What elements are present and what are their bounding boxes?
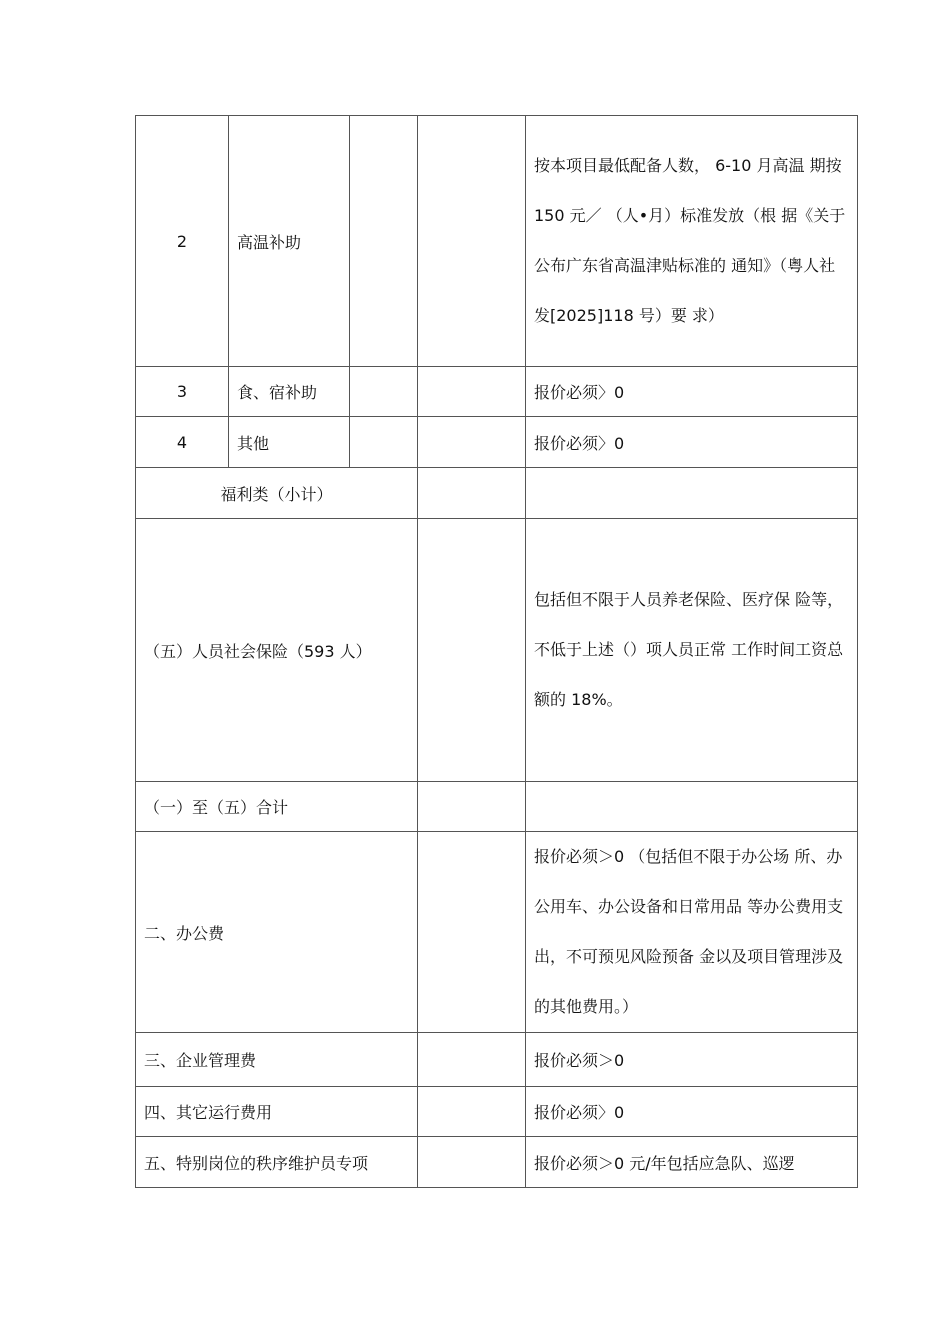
row-number: 3 (136, 367, 229, 417)
empty-cell (418, 1033, 526, 1087)
row-label: （五）人员社会保险（593 人） (136, 519, 418, 782)
empty-cell (418, 116, 526, 367)
row-label: 二、办公费 (136, 832, 418, 1033)
row-label: 五、特别岗位的秩序维护员专项 (136, 1137, 418, 1188)
table-row (136, 468, 858, 519)
empty-cell (418, 832, 526, 1033)
row-label: 四、其它运行费用 (136, 1087, 418, 1137)
row-label: 三、企业管理费 (136, 1033, 418, 1087)
table-row (136, 1033, 858, 1087)
row-label: （一）至（五）合计 (136, 782, 418, 832)
row-note: 报价必须〉0 (526, 1087, 858, 1137)
empty-cell (418, 782, 526, 832)
row-note: 包括但不限于人员养老保险、医疗保 险等，不低于上述（）项人员正常 工作时间工资总额的 18%。 (526, 519, 858, 782)
table-row (136, 519, 858, 782)
row-item-name: 食、宿补助 (229, 367, 350, 417)
row-note: 报价必须＞0 (526, 1033, 858, 1087)
empty-cell (526, 782, 858, 832)
empty-cell (418, 417, 526, 468)
table-row (136, 1137, 858, 1188)
row-note: 报价必须〉0 (526, 367, 858, 417)
row-number: 4 (136, 417, 229, 468)
row-note: 报价必须＞0 元/年包括应急队、巡逻 (526, 1137, 858, 1188)
table-row (136, 782, 858, 832)
table-row (136, 417, 858, 468)
row-note: 按本项目最低配备人数， 6-10 月高温 期按 150 元／ （人•月）标准发放（根 据《关于公布广东省高温津贴标准的 通知》（粤人社发[2025]118 号）要 求） (526, 116, 858, 367)
empty-cell (418, 1137, 526, 1188)
empty-cell (418, 1087, 526, 1137)
row-note: 报价必须＞0 （包括但不限于办公场 所、办公用车、办公设备和日常用品 等办公费用支出，不可预见风险预备 金以及项目管理涉及的其他费用。） (526, 832, 858, 1033)
empty-cell (418, 519, 526, 782)
row-number: 2 (136, 116, 229, 367)
row-item-name: 高温补助 (229, 116, 350, 367)
row-item-name: 其他 (229, 417, 350, 468)
empty-cell (418, 367, 526, 417)
budget-table (135, 115, 858, 1188)
table-row (136, 116, 858, 367)
subtotal-label: 福利类（小计） (136, 468, 418, 519)
empty-cell (418, 468, 526, 519)
table-row (136, 832, 858, 1033)
row-note: 报价必须〉0 (526, 417, 858, 468)
table-row (136, 1087, 858, 1137)
empty-cell (350, 116, 418, 367)
table-row (136, 367, 858, 417)
empty-cell (526, 468, 858, 519)
empty-cell (350, 417, 418, 468)
empty-cell (350, 367, 418, 417)
